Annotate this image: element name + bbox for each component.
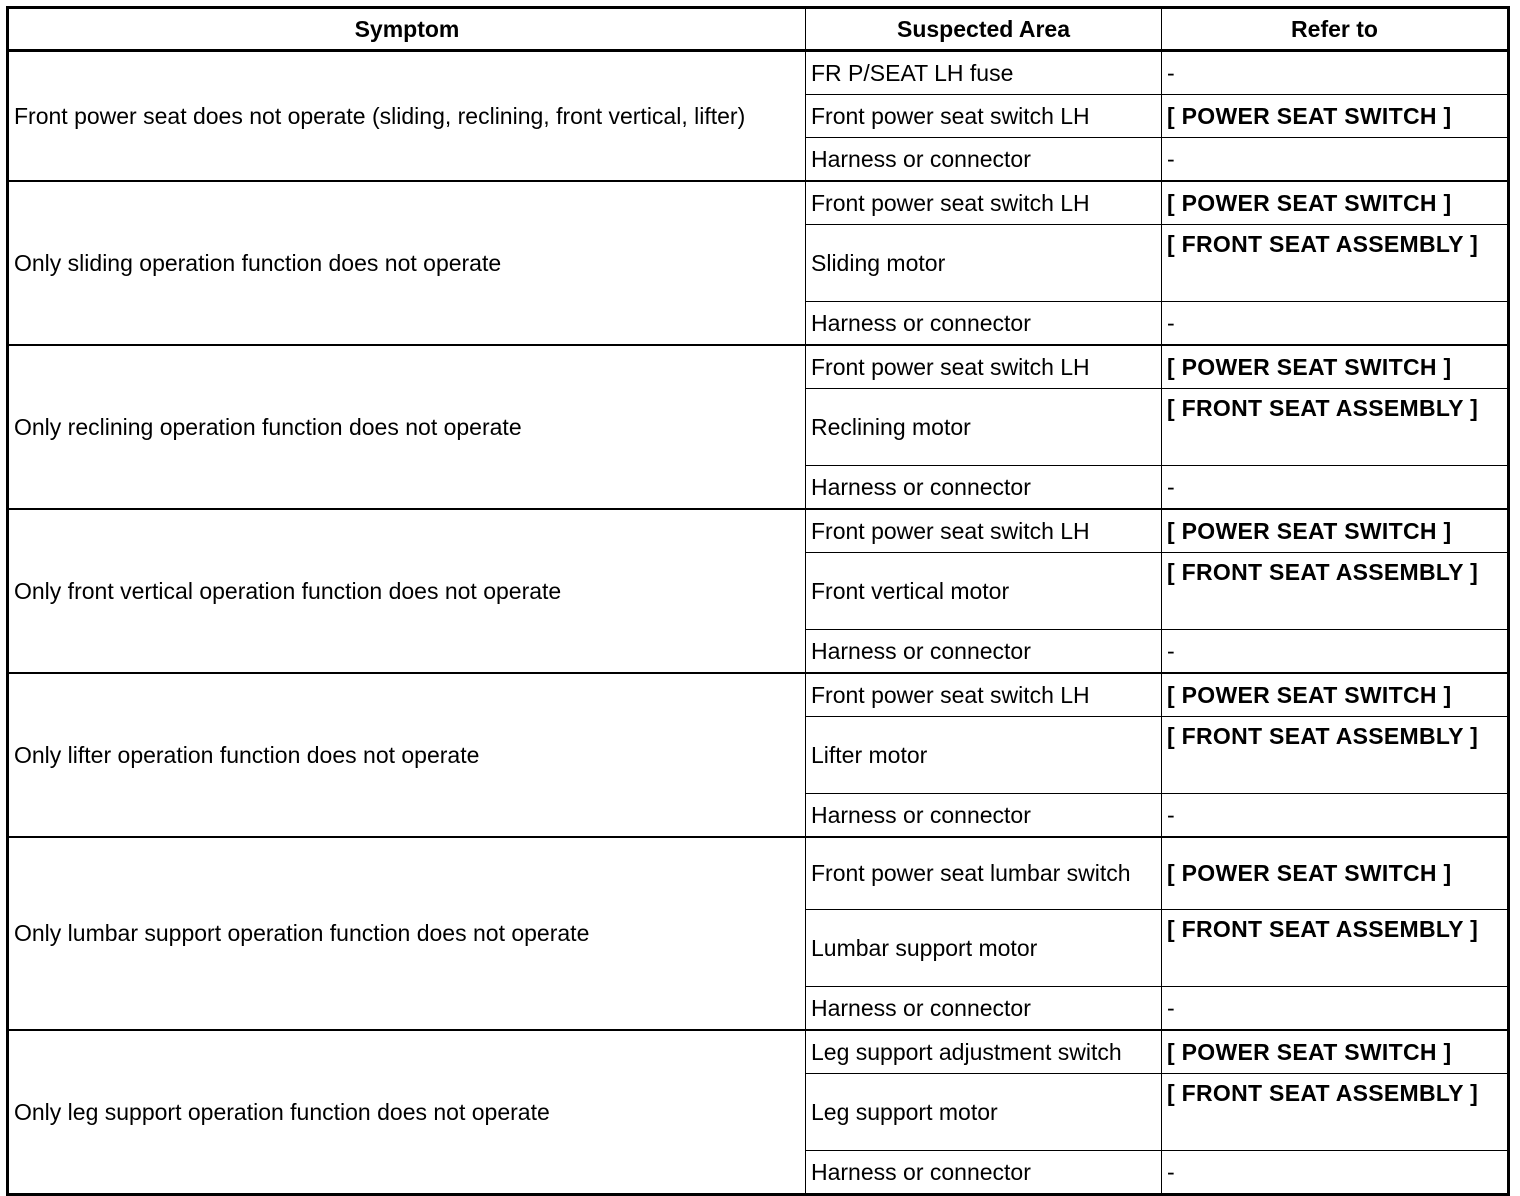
- symptom-cell: Only sliding operation function does not operate: [8, 181, 806, 345]
- refer-to-cell: [ POWER SEAT SWITCH ]: [1162, 509, 1509, 553]
- refer-to-cell: [ POWER SEAT SWITCH ]: [1162, 837, 1509, 910]
- symptom-cell: Only front vertical operation function does not operate: [8, 509, 806, 673]
- table-row: [8, 673, 1509, 717]
- suspected-area-cell: FR P/SEAT LH fuse: [806, 51, 1162, 95]
- refer-to-cell: -: [1162, 51, 1509, 95]
- suspected-area-cell: Front power seat switch LH: [806, 345, 1162, 389]
- refer-to-cell: [ POWER SEAT SWITCH ]: [1162, 1030, 1509, 1074]
- table-row: [8, 181, 1509, 225]
- header-row: [8, 8, 1509, 51]
- suspected-area-cell: Front power seat switch LH: [806, 509, 1162, 553]
- refer-to-cell: -: [1162, 987, 1509, 1031]
- suspected-area-cell: Front power seat switch LH: [806, 95, 1162, 138]
- refer-to-cell: -: [1162, 138, 1509, 182]
- header-refer-to: Refer to: [1162, 8, 1509, 51]
- refer-to-cell: [ POWER SEAT SWITCH ]: [1162, 673, 1509, 717]
- refer-to-cell: -: [1162, 1151, 1509, 1195]
- suspected-area-cell: Harness or connector: [806, 466, 1162, 510]
- symptom-cell: Front power seat does not operate (sliding, reclining, front vertical, lifter): [8, 51, 806, 182]
- symptom-cell: Only lumbar support operation function does not operate: [8, 837, 806, 1030]
- refer-to-cell: -: [1162, 794, 1509, 838]
- suspected-area-cell: Front vertical motor: [806, 553, 1162, 630]
- refer-to-cell: [ FRONT SEAT ASSEMBLY ]: [1162, 389, 1509, 466]
- suspected-area-cell: Harness or connector: [806, 794, 1162, 838]
- suspected-area-cell: Lumbar support motor: [806, 910, 1162, 987]
- refer-to-cell: -: [1162, 630, 1509, 674]
- table-row: [8, 345, 1509, 389]
- table-row: [8, 509, 1509, 553]
- refer-to-cell: [ FRONT SEAT ASSEMBLY ]: [1162, 910, 1509, 987]
- refer-to-cell: [ POWER SEAT SWITCH ]: [1162, 181, 1509, 225]
- suspected-area-cell: Harness or connector: [806, 987, 1162, 1031]
- symptom-cell: Only lifter operation function does not operate: [8, 673, 806, 837]
- table-row: [8, 1030, 1509, 1074]
- suspected-area-cell: Front power seat switch LH: [806, 673, 1162, 717]
- symptom-cell: Only reclining operation function does not operate: [8, 345, 806, 509]
- troubleshooting-table: [6, 6, 1510, 1196]
- suspected-area-cell: Sliding motor: [806, 225, 1162, 302]
- symptom-cell: Only leg support operation function does not operate: [8, 1030, 806, 1195]
- suspected-area-cell: Leg support adjustment switch: [806, 1030, 1162, 1074]
- refer-to-cell: [ POWER SEAT SWITCH ]: [1162, 345, 1509, 389]
- refer-to-cell: -: [1162, 302, 1509, 346]
- refer-to-cell: -: [1162, 466, 1509, 510]
- header-suspected-area: Suspected Area: [806, 8, 1162, 51]
- table-row: [8, 837, 1509, 910]
- suspected-area-cell: Lifter motor: [806, 717, 1162, 794]
- refer-to-cell: [ FRONT SEAT ASSEMBLY ]: [1162, 1074, 1509, 1151]
- suspected-area-cell: Harness or connector: [806, 1151, 1162, 1195]
- refer-to-cell: [ FRONT SEAT ASSEMBLY ]: [1162, 225, 1509, 302]
- suspected-area-cell: Front power seat switch LH: [806, 181, 1162, 225]
- suspected-area-cell: Harness or connector: [806, 630, 1162, 674]
- suspected-area-cell: Reclining motor: [806, 389, 1162, 466]
- header-symptom: Symptom: [8, 8, 806, 51]
- refer-to-cell: [ FRONT SEAT ASSEMBLY ]: [1162, 717, 1509, 794]
- suspected-area-cell: Front power seat lumbar switch: [806, 837, 1162, 910]
- suspected-area-cell: Leg support motor: [806, 1074, 1162, 1151]
- suspected-area-cell: Harness or connector: [806, 138, 1162, 182]
- refer-to-cell: [ FRONT SEAT ASSEMBLY ]: [1162, 553, 1509, 630]
- table-row: [8, 51, 1509, 95]
- suspected-area-cell: Harness or connector: [806, 302, 1162, 346]
- refer-to-cell: [ POWER SEAT SWITCH ]: [1162, 95, 1509, 138]
